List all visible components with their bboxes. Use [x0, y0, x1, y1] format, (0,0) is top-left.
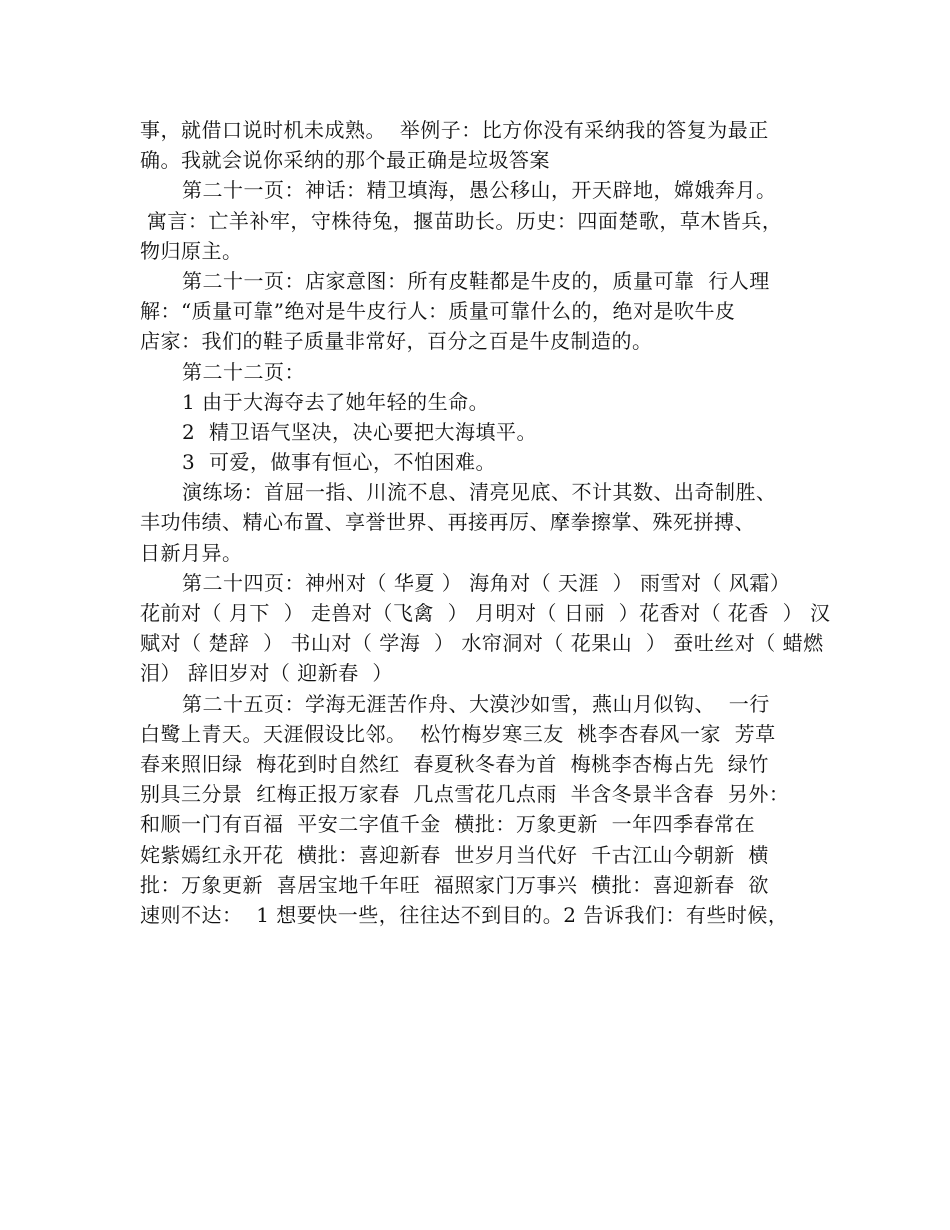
text-line: 花前对（ 月下 ） 走兽对（飞禽 ） 月明对（ 日丽 ）花香对（ 花香 ） 汉 [140, 601, 831, 625]
text-line: 速则不达： 1 想要快一些，往往达不到目的。2 告诉我们：有些时候， [140, 902, 789, 927]
text-line: 演练场：首屈一指、川流不息、清亮见底、不计其数、出奇制胜、 [182, 480, 777, 505]
text-line: 3 可爱，做事有恒心，不怕困难。 [182, 450, 496, 475]
text-line: 确。我就会说你采纳的那个最正确是垃圾答案 [140, 148, 550, 173]
text-line: 赋对（ 楚辞 ） 书山对（ 学海 ） 水帘洞对（ 花果山 ） 蚕吐丝对（ 蜡燃 [140, 631, 824, 656]
text-line: 第二十二页： [182, 359, 305, 384]
text-line: 丰功伟绩、精心布置、享誉世界、再接再厉、摩拳擦掌、殊死拼搏、 [140, 510, 755, 535]
text-line: 第二十四页：神州对（ 华夏 ） 海角对（ 天涯 ） 雨雪对（ 风霜） [182, 570, 791, 595]
text-line: 白鹭上青天。天涯假设比邻。 松竹梅岁寒三友 桃李杏春风一家 芳草 [140, 721, 776, 746]
text-line: 和顺一门有百福 平安二字值千金 横批：万象更新 一年四季春常在 [140, 812, 756, 837]
text-line: 第二十一页：神话：精卫填海，愚公移山，开天辟地，嫦娥奔月。 [182, 178, 777, 203]
text-line: 事，就借口说时机未成熟。 举例子：比方你没有采纳我的答复为最正 [140, 118, 769, 142]
text-line: 2 精卫语气坚决，决心要把大海填平。 [182, 419, 537, 444]
text-line: 店家：我们的鞋子质量非常好，百分之百是牛皮制造的。 [140, 329, 653, 354]
text-line: 物归原主。 [140, 238, 243, 263]
text-line: 日新月异。 [140, 540, 243, 565]
text-line: 1 由于大海夺去了她年轻的生命。 [182, 389, 490, 414]
text-line: 姹紫嫣红永开花 横批：喜迎新春 世岁月当代好 千古江山今朝新 横 [140, 842, 769, 867]
text-line: 批：万象更新 喜居宝地千年旺 福照家门万事兴 横批：喜迎新春 欲 [140, 872, 769, 897]
text-line: 春来照旧绿 梅花到时自然红 春夏秋冬春为首 梅桃李杏梅占先 绿竹 [140, 751, 769, 776]
text-line: 第二十五页：学海无涯苦作舟、大漠沙如雪，燕山月似钩、 一行 [182, 691, 770, 716]
text-line: 寓言：亡羊补牢，守株待兔，揠苗助长。历史：四面楚歌，草木皆兵， [140, 208, 783, 233]
text-line: 解：“质量可靠”绝对是牛皮行人：质量可靠什么的，绝对是吹牛皮 [140, 299, 736, 324]
document-text-body [140, 115, 831, 930]
text-line: 别具三分景 红梅正报万家春 几点雪花几点雨 半含冬景半含春 另外： [140, 782, 790, 807]
text-line: 泪） 辞旧岁对（ 迎新春 ） [140, 661, 393, 686]
text-line: 第二十一页：店家意图：所有皮鞋都是牛皮的，质量可靠 行人理 [182, 268, 770, 293]
